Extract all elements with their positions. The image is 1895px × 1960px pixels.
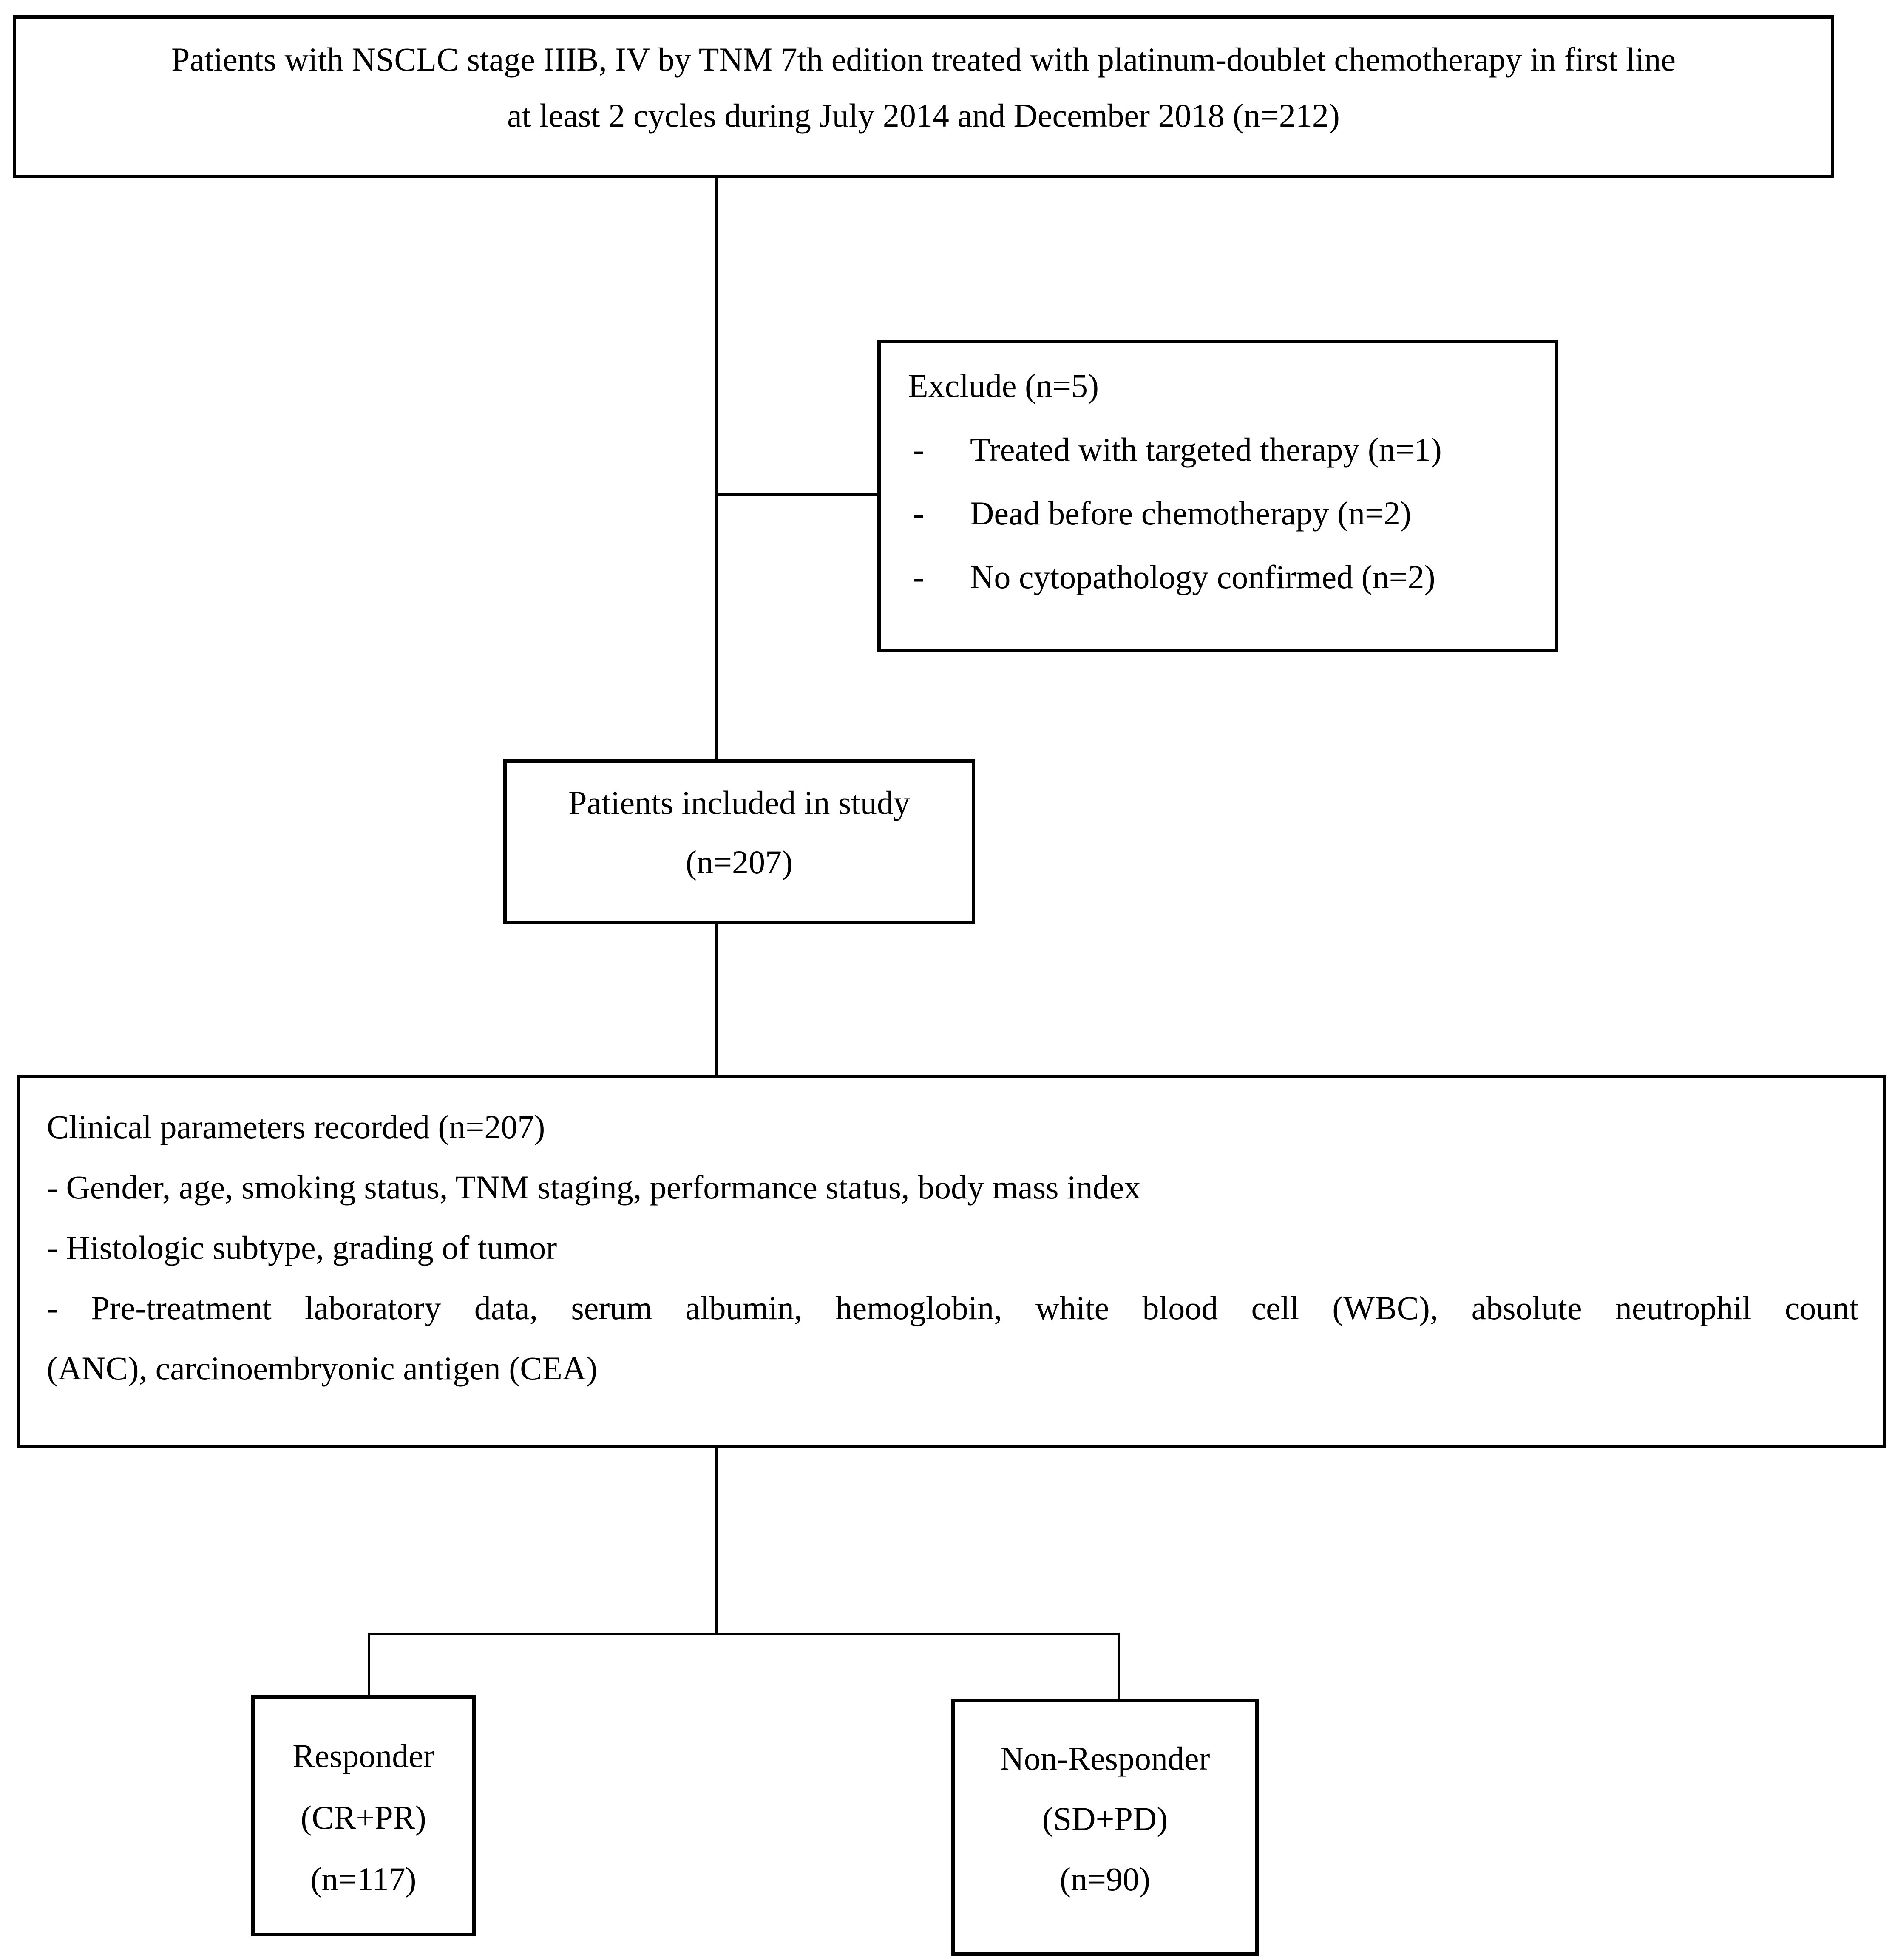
exclude-item bbox=[908, 482, 1542, 545]
exclude-item-text: Dead before chemotherapy (n=2) bbox=[970, 495, 1411, 532]
eligible-line1: Patients with NSCLC stage IIIB, IV by TNM 7th edition treated with platinum-doublet chemotherapy in first line bbox=[171, 41, 1676, 78]
box-exclude bbox=[877, 340, 1558, 652]
exclude-item bbox=[908, 545, 1542, 609]
exclude-title: Exclude (n=5) bbox=[908, 367, 1099, 404]
parameters-line: - Gender, age, smoking status, TNM staging, performance status, body mass index bbox=[47, 1169, 1141, 1206]
parameters-line: (ANC), carcinoembryonic antigen (CEA) bbox=[47, 1350, 598, 1387]
connector-branch-to-non-responder bbox=[1118, 1634, 1120, 1700]
connector-eligible-to-included bbox=[715, 178, 718, 761]
bullet-dash: - bbox=[913, 431, 924, 468]
non-responder-line3: (n=90) bbox=[1060, 1861, 1150, 1898]
parameters-line: - Histologic subtype, grading of tumor bbox=[47, 1229, 557, 1266]
included-line2: (n=207) bbox=[686, 843, 793, 881]
parameters-line: - Pre-treatment laboratory data, serum albumin, hemoglobin, white blood cell (WBC), absolute neutrophil count bbox=[47, 1289, 1858, 1326]
bullet-dash: - bbox=[913, 558, 924, 595]
exclude-item-text: Treated with targeted therapy (n=1) bbox=[970, 431, 1442, 468]
box-eligible-patients bbox=[13, 15, 1834, 178]
responder-line1: Responder bbox=[292, 1737, 434, 1774]
responder-line2: (CR+PR) bbox=[301, 1799, 426, 1836]
exclude-item bbox=[908, 418, 1542, 482]
box-non-responder bbox=[951, 1699, 1259, 1956]
box-responder bbox=[251, 1695, 476, 1936]
responder-line3: (n=117) bbox=[310, 1861, 417, 1898]
eligible-line2: at least 2 cycles during July 2014 and December 2018 (n=212) bbox=[507, 97, 1340, 134]
non-responder-line2: (SD+PD) bbox=[1042, 1800, 1168, 1837]
connector-to-exclude-box bbox=[716, 493, 879, 496]
included-line1: Patients included in study bbox=[568, 784, 910, 821]
non-responder-line1: Non-Responder bbox=[1000, 1740, 1210, 1777]
connector-branch-to-responder bbox=[368, 1634, 370, 1697]
exclude-item-text: No cytopathology confirmed (n=2) bbox=[970, 558, 1435, 595]
connector-parameters-to-branch bbox=[715, 1447, 718, 1635]
box-included-patients bbox=[503, 759, 975, 924]
branch-horizontal-line bbox=[368, 1633, 1120, 1635]
parameters-title: Clinical parameters recorded (n=207) bbox=[47, 1108, 545, 1145]
box-clinical-parameters bbox=[17, 1075, 1886, 1448]
connector-included-to-parameters bbox=[715, 922, 718, 1076]
bullet-dash: - bbox=[913, 495, 924, 532]
